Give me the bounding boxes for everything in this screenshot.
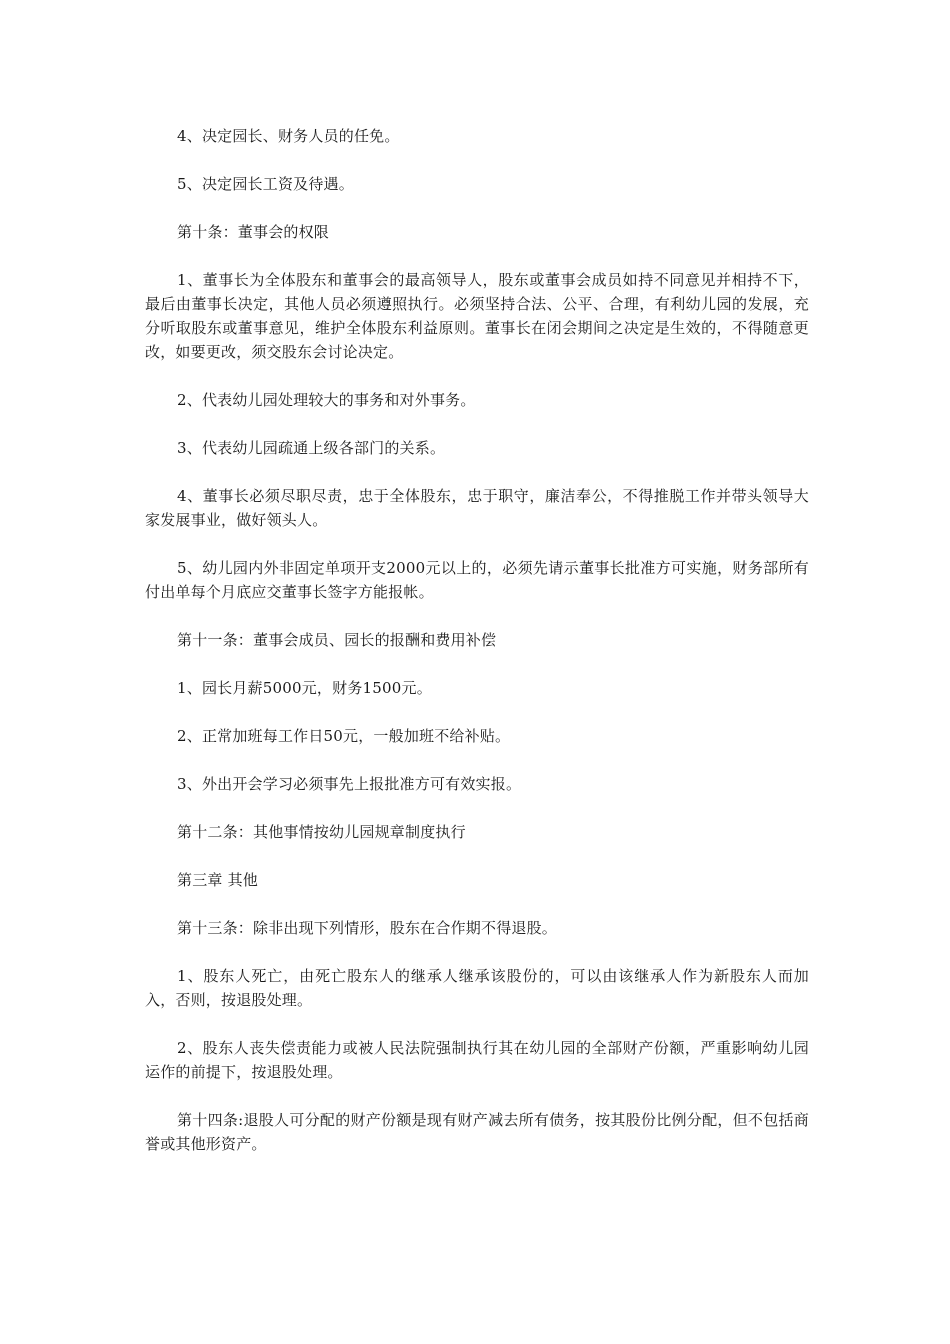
article-13-heading: 第十三条：除非出现下列情形，股东在合作期不得退股。 (177, 919, 558, 937)
paragraph-chairman-authority: 1、董事长为全体股东和董事会的最高领导人，股东或董事会成员如持不同意见并相持不下，最后由董事长决定，其他人员必须遵照执行。必须坚持合法、公平、合理，有利幼儿园的发展，充分听取股东或董事意见，维护全体股东利益原则。董事长在闭会期间之决定是生效的，不得随意更改，如要更改，须交股东会讨论决定。 (145, 271, 809, 361)
article-10-heading: 第十条：董事会的权限 (177, 223, 330, 241)
paragraph-overtime: 2、正常加班每工作日50元，一般加班不给补贴。 (177, 727, 511, 745)
paragraph-item-4-appoint: 4、决定园长、财务人员的任免。 (177, 127, 400, 145)
article-12-heading: 第十二条：其他事情按幼儿园规章制度执行 (177, 823, 466, 841)
paragraph-shareholder-death: 1、股东人死亡，由死亡股东人的继承人继承该股份的，可以由该继承人作为新股东人而加入，否则，按退股处理。 (145, 967, 809, 1009)
paragraph-external-affairs: 2、代表幼儿园处理较大的事务和对外事务。 (177, 391, 476, 409)
paragraph-meeting-reimbursement: 3、外出开会学习必须事先上报批准方可有效实报。 (177, 775, 522, 793)
paragraph-department-relations: 3、代表幼儿园疏通上级各部门的关系。 (177, 439, 446, 457)
paragraph-shareholder-insolvency: 2、股东人丧失偿责能力或被人民法院强制执行其在幼儿园的全部财产份额，严重影响幼儿园运作的前提下，按退股处理。 (145, 1039, 809, 1081)
chapter-3-heading: 第三章 其他 (177, 871, 258, 889)
article-14-withdrawal-share: 第十四条:退股人可分配的财产份额是现有财产减去所有债务，按其股份比例分配，但不包括商誉或其他形资产。 (145, 1111, 809, 1153)
paragraph-item-5-salary: 5、决定园长工资及待遇。 (177, 175, 354, 193)
paragraph-expense-approval: 5、幼儿园内外非固定单项开支2000元以上的，必须先请示董事长批准方可实施，财务部所有付出单每个月底应交董事长签字方能报帐。 (145, 559, 809, 601)
paragraph-chairman-duty: 4、董事长必须尽职尽责，忠于全体股东，忠于职守，廉洁奉公，不得推脱工作并带头领导大家发展事业，做好领头人。 (145, 487, 809, 529)
paragraph-monthly-salary: 1、园长月薪5000元，财务1500元。 (177, 679, 432, 697)
document-page (145, 124, 809, 1156)
article-11-heading: 第十一条：董事会成员、园长的报酬和费用补偿 (177, 631, 497, 649)
